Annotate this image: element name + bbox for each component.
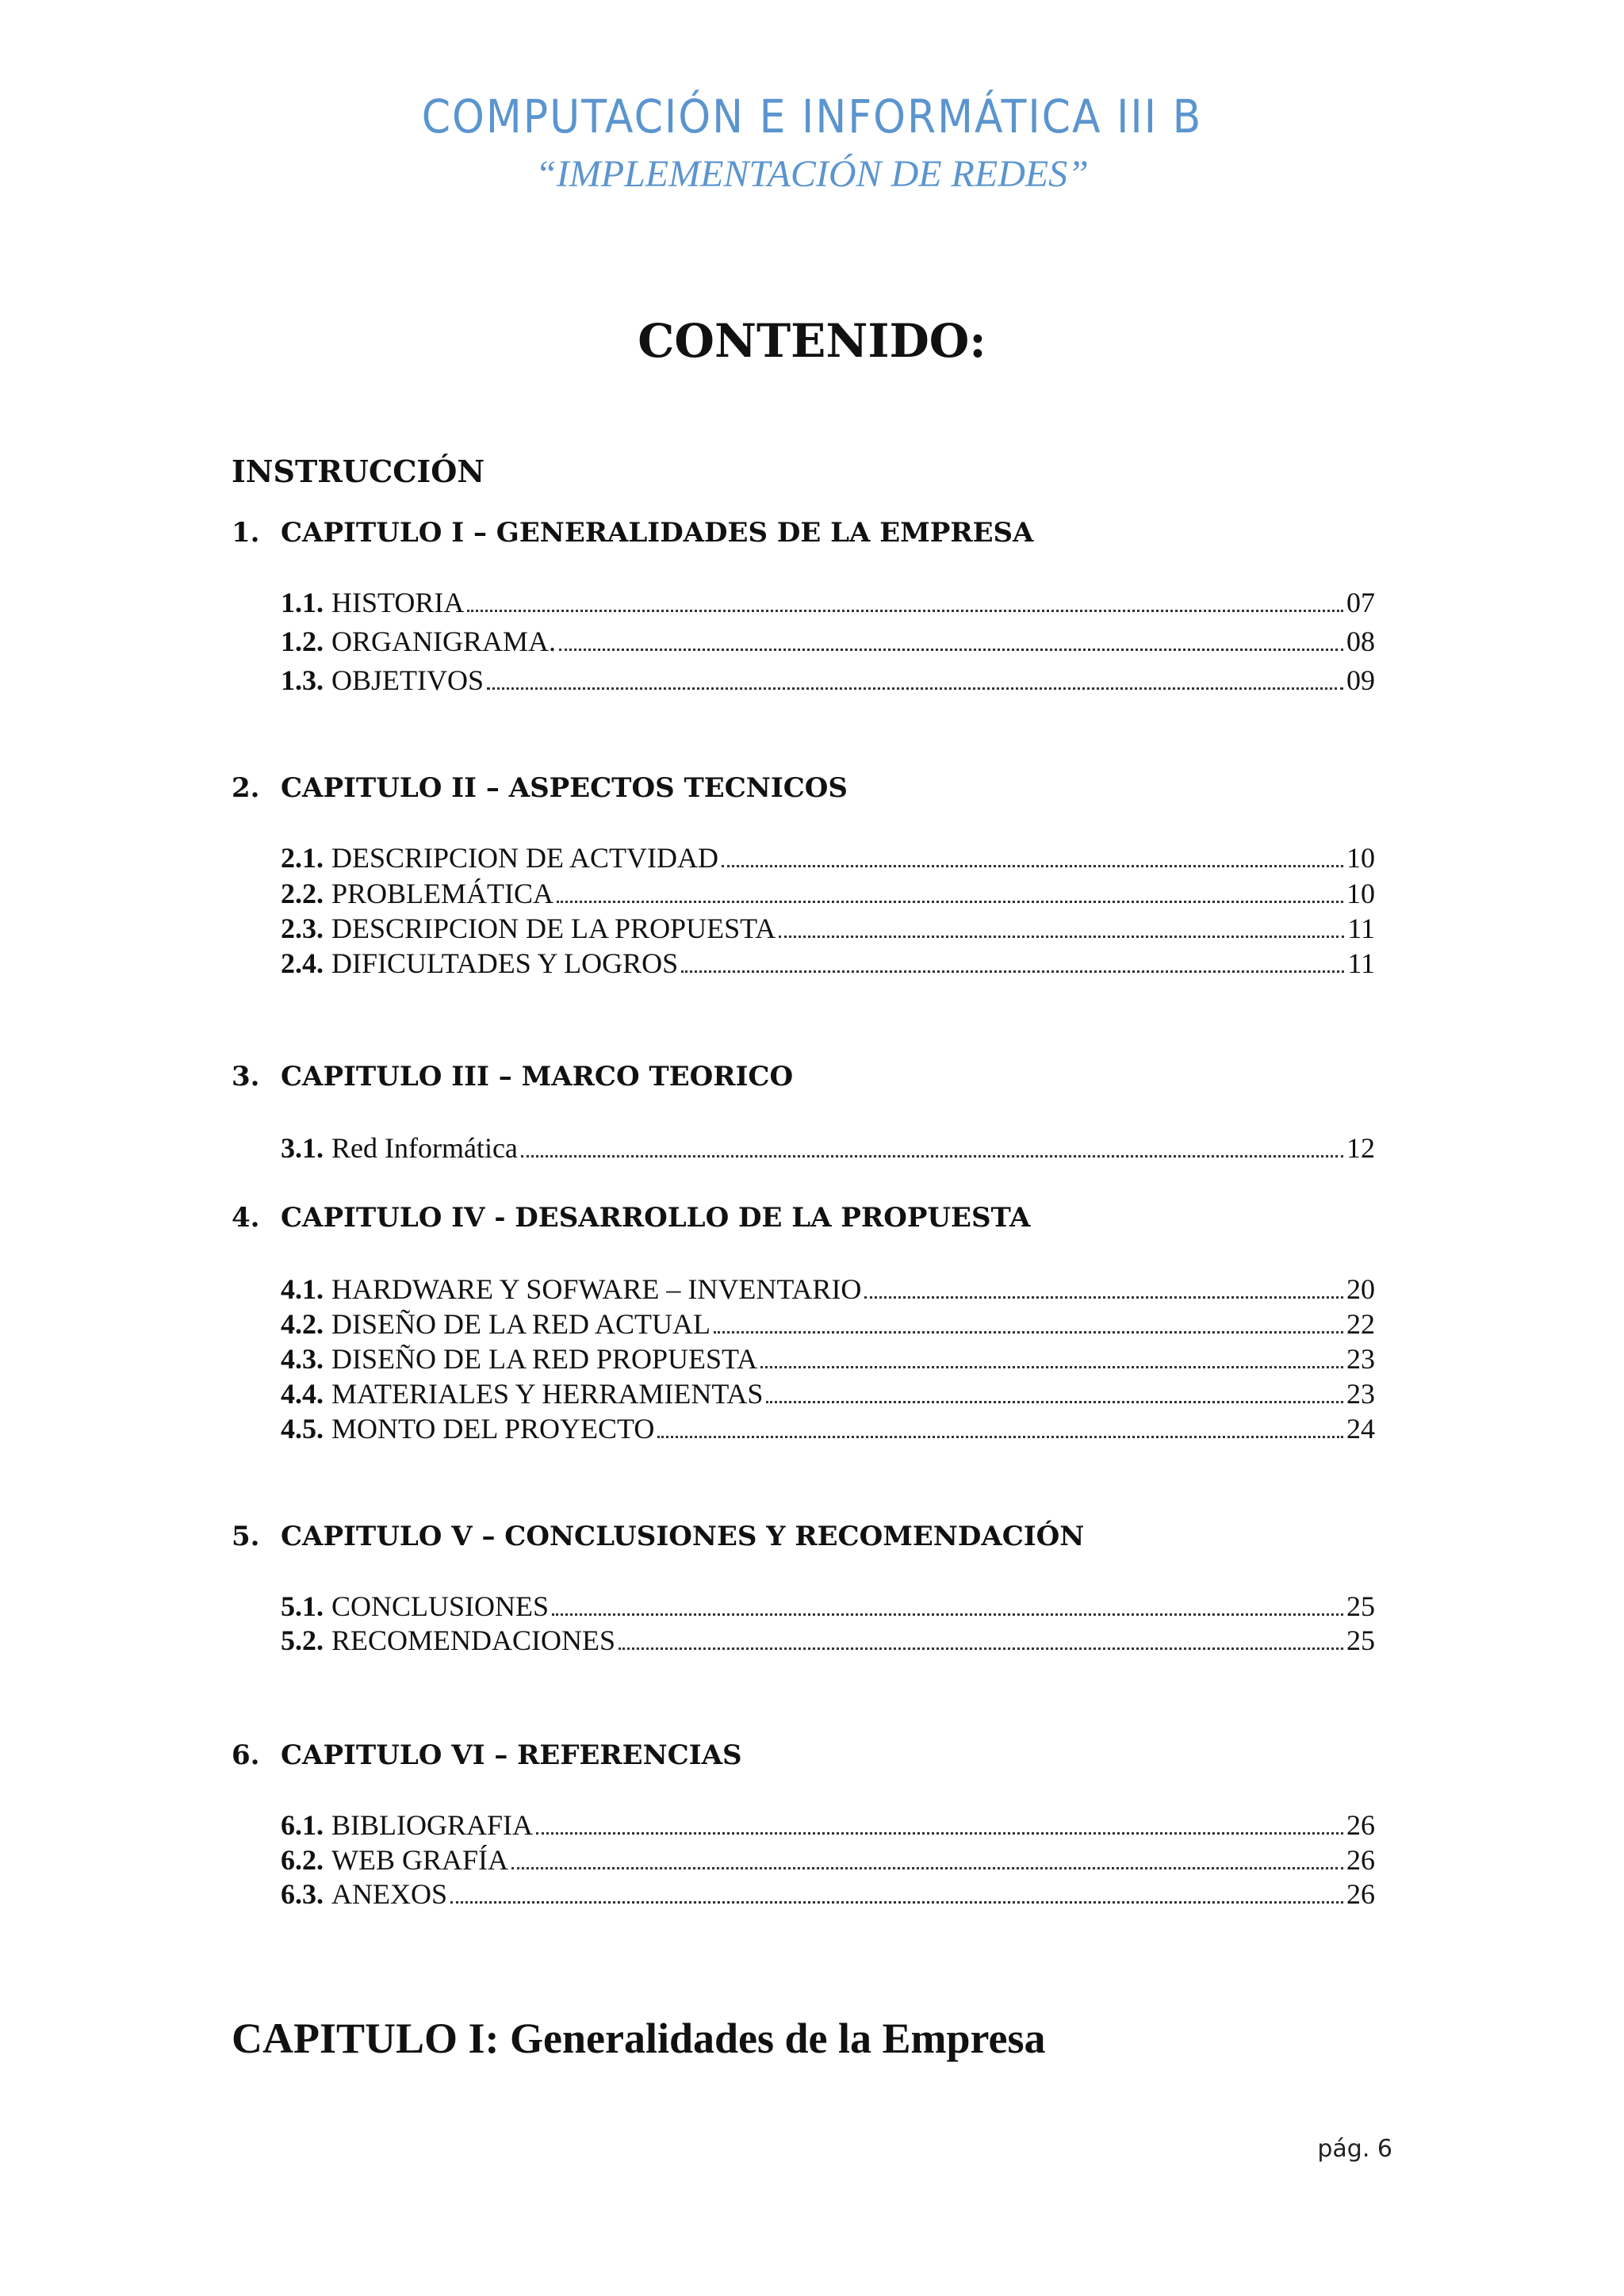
entry-page: 12 bbox=[1346, 1132, 1375, 1164]
entry-number: 1.1. bbox=[281, 587, 324, 618]
chapter-title: CAPITULO IV - DESARROLLO DE LA PROPUESTA bbox=[281, 1202, 1031, 1234]
entry-label: RECOMENDACIONES bbox=[331, 1624, 616, 1656]
entry-number: 6.3. bbox=[281, 1878, 324, 1910]
toc-entry-1-2 bbox=[281, 624, 1375, 659]
entry-number: 5.1. bbox=[281, 1590, 324, 1622]
toc-chapter-5 bbox=[232, 1521, 1084, 1552]
toc-entry-4-5 bbox=[281, 1411, 1375, 1446]
chapter-title: CAPITULO V – CONCLUSIONES Y RECOMENDACIÓN bbox=[281, 1521, 1085, 1552]
entry-number: 2.4. bbox=[281, 947, 324, 979]
entry-page: 11 bbox=[1347, 913, 1375, 944]
entry-page: 09 bbox=[1346, 664, 1375, 696]
dot-leader bbox=[864, 1272, 1343, 1299]
entry-page: 26 bbox=[1346, 1878, 1375, 1910]
dot-leader bbox=[657, 1412, 1343, 1438]
entry-page: 25 bbox=[1346, 1624, 1375, 1656]
toc-entry-1-1 bbox=[281, 585, 1375, 620]
chapter-title: CAPITULO III – MARCO TEORICO bbox=[281, 1061, 794, 1093]
header-course-title: COMPUTACIÓN E INFORMÁTICA III B bbox=[421, 90, 1203, 144]
dot-leader bbox=[681, 947, 1344, 973]
toc-entry-1-3 bbox=[281, 663, 1375, 698]
toc-chapter-3 bbox=[232, 1061, 793, 1093]
entry-page: 24 bbox=[1346, 1413, 1375, 1445]
chapter-title: CAPITULO I – GENERALIDADES DE LA EMPRESA bbox=[281, 517, 1034, 549]
dot-leader bbox=[619, 1624, 1343, 1650]
toc-chapter-2 bbox=[232, 772, 848, 804]
toc-entry-6-2 bbox=[281, 1843, 1375, 1877]
toc-chapter-4 bbox=[232, 1202, 1030, 1234]
entry-label: DISEÑO DE LA RED PROPUESTA bbox=[331, 1343, 758, 1375]
dot-leader bbox=[536, 1808, 1343, 1835]
entry-number: 6.1. bbox=[281, 1809, 324, 1841]
toc-chapter-6 bbox=[232, 1739, 742, 1771]
entry-page: 23 bbox=[1346, 1343, 1375, 1375]
chapter-number: 2. bbox=[232, 772, 260, 804]
entry-label: WEB GRAFÍA bbox=[331, 1844, 508, 1876]
page-title: CONTENIDO: bbox=[638, 314, 986, 368]
dot-leader bbox=[467, 586, 1343, 612]
entry-page: 22 bbox=[1346, 1308, 1375, 1340]
dot-leader bbox=[779, 912, 1344, 938]
chapter-number: 6. bbox=[232, 1739, 260, 1771]
dot-leader bbox=[552, 1590, 1343, 1616]
toc-entry-6-3 bbox=[281, 1877, 1375, 1911]
dot-leader bbox=[714, 1307, 1343, 1334]
entry-number: 4.2. bbox=[281, 1308, 324, 1340]
toc-entry-6-1 bbox=[281, 1808, 1375, 1843]
toc-entry-4-4 bbox=[281, 1376, 1375, 1411]
entry-label: Red Informática bbox=[331, 1132, 518, 1164]
toc-entry-5-2 bbox=[281, 1623, 1375, 1658]
chapter-title: CAPITULO VI – REFERENCIAS bbox=[281, 1739, 742, 1771]
entry-page: 07 bbox=[1346, 587, 1375, 618]
entry-number: 4.5. bbox=[281, 1413, 324, 1445]
entry-label: DESCRIPCION DE LA PROPUESTA bbox=[331, 913, 776, 944]
entry-number: 2.2. bbox=[281, 878, 324, 909]
dot-leader bbox=[450, 1877, 1343, 1904]
dot-leader bbox=[521, 1131, 1343, 1158]
entry-page: 23 bbox=[1346, 1378, 1375, 1410]
entry-label: MONTO DEL PROYECTO bbox=[331, 1413, 655, 1445]
entry-label: ANEXOS bbox=[331, 1878, 448, 1910]
chapter-number: 4. bbox=[232, 1202, 260, 1234]
chapter-number: 3. bbox=[232, 1061, 260, 1093]
entry-page: 26 bbox=[1346, 1809, 1375, 1841]
entry-page: 11 bbox=[1347, 947, 1375, 979]
entry-number: 1.2. bbox=[281, 626, 324, 657]
entry-page: 08 bbox=[1346, 626, 1375, 657]
toc-entry-2-1 bbox=[281, 840, 1375, 875]
entry-label: DISEÑO DE LA RED ACTUAL bbox=[331, 1308, 710, 1340]
entry-page: 10 bbox=[1346, 842, 1375, 874]
entry-number: 6.2. bbox=[281, 1844, 324, 1876]
entry-number: 2.1. bbox=[281, 842, 324, 874]
dot-leader bbox=[511, 1843, 1343, 1869]
toc-entry-4-2 bbox=[281, 1307, 1375, 1341]
entry-label: BIBLIOGRAFIA bbox=[331, 1809, 534, 1841]
toc-intro-heading: INSTRUCCIÓN bbox=[232, 453, 485, 489]
toc-entry-2-3 bbox=[281, 911, 1375, 946]
dot-leader bbox=[722, 841, 1343, 867]
entry-label: HARDWARE Y SOFWARE – INVENTARIO bbox=[331, 1273, 862, 1305]
toc-entry-4-3 bbox=[281, 1341, 1375, 1376]
entry-label: CONCLUSIONES bbox=[331, 1590, 550, 1622]
entry-page: 26 bbox=[1346, 1844, 1375, 1876]
entry-number: 4.4. bbox=[281, 1378, 324, 1410]
dot-leader bbox=[760, 1342, 1343, 1368]
entry-label: MATERIALES Y HERRAMIENTAS bbox=[331, 1378, 764, 1410]
entry-label: DIFICULTADES Y LOGROS bbox=[331, 947, 679, 979]
entry-number: 4.3. bbox=[281, 1343, 324, 1375]
chapter-number: 1. bbox=[232, 517, 260, 549]
toc-entry-4-1 bbox=[281, 1272, 1375, 1307]
entry-page: 20 bbox=[1346, 1273, 1375, 1305]
toc-chapter-1 bbox=[232, 517, 1033, 549]
dot-leader bbox=[766, 1377, 1343, 1403]
chapter-number: 5. bbox=[232, 1521, 260, 1552]
entry-page: 25 bbox=[1346, 1590, 1375, 1622]
entry-number: 4.1. bbox=[281, 1273, 324, 1305]
toc-entry-3-1 bbox=[281, 1131, 1375, 1165]
entry-label: PROBLEMÁTICA bbox=[331, 878, 554, 909]
entry-label: HISTORIA bbox=[331, 587, 465, 618]
section-heading: CAPITULO I: Generalidades de la Empresa bbox=[232, 2015, 1046, 2062]
entry-label: OBJETIVOS bbox=[331, 664, 485, 696]
toc-entry-2-2 bbox=[281, 876, 1375, 911]
entry-label: ORGANIGRAMA. bbox=[331, 626, 557, 657]
page-number: pág. 6 bbox=[1317, 2135, 1392, 2163]
entry-number: 5.2. bbox=[281, 1624, 324, 1656]
dot-leader bbox=[559, 625, 1343, 651]
chapter-title: CAPITULO II – ASPECTOS TECNICOS bbox=[281, 772, 848, 804]
dot-leader bbox=[557, 877, 1343, 903]
toc-entry-5-1 bbox=[281, 1589, 1375, 1624]
entry-label: DESCRIPCION DE ACTVIDAD bbox=[331, 842, 719, 874]
dot-leader bbox=[487, 664, 1343, 690]
entry-number: 3.1. bbox=[281, 1132, 324, 1164]
toc-entry-2-4 bbox=[281, 946, 1375, 981]
header-subtitle: “IMPLEMENTACIÓN DE REDES” bbox=[535, 153, 1089, 195]
entry-page: 10 bbox=[1346, 878, 1375, 909]
entry-number: 1.3. bbox=[281, 664, 324, 696]
entry-number: 2.3. bbox=[281, 913, 324, 944]
